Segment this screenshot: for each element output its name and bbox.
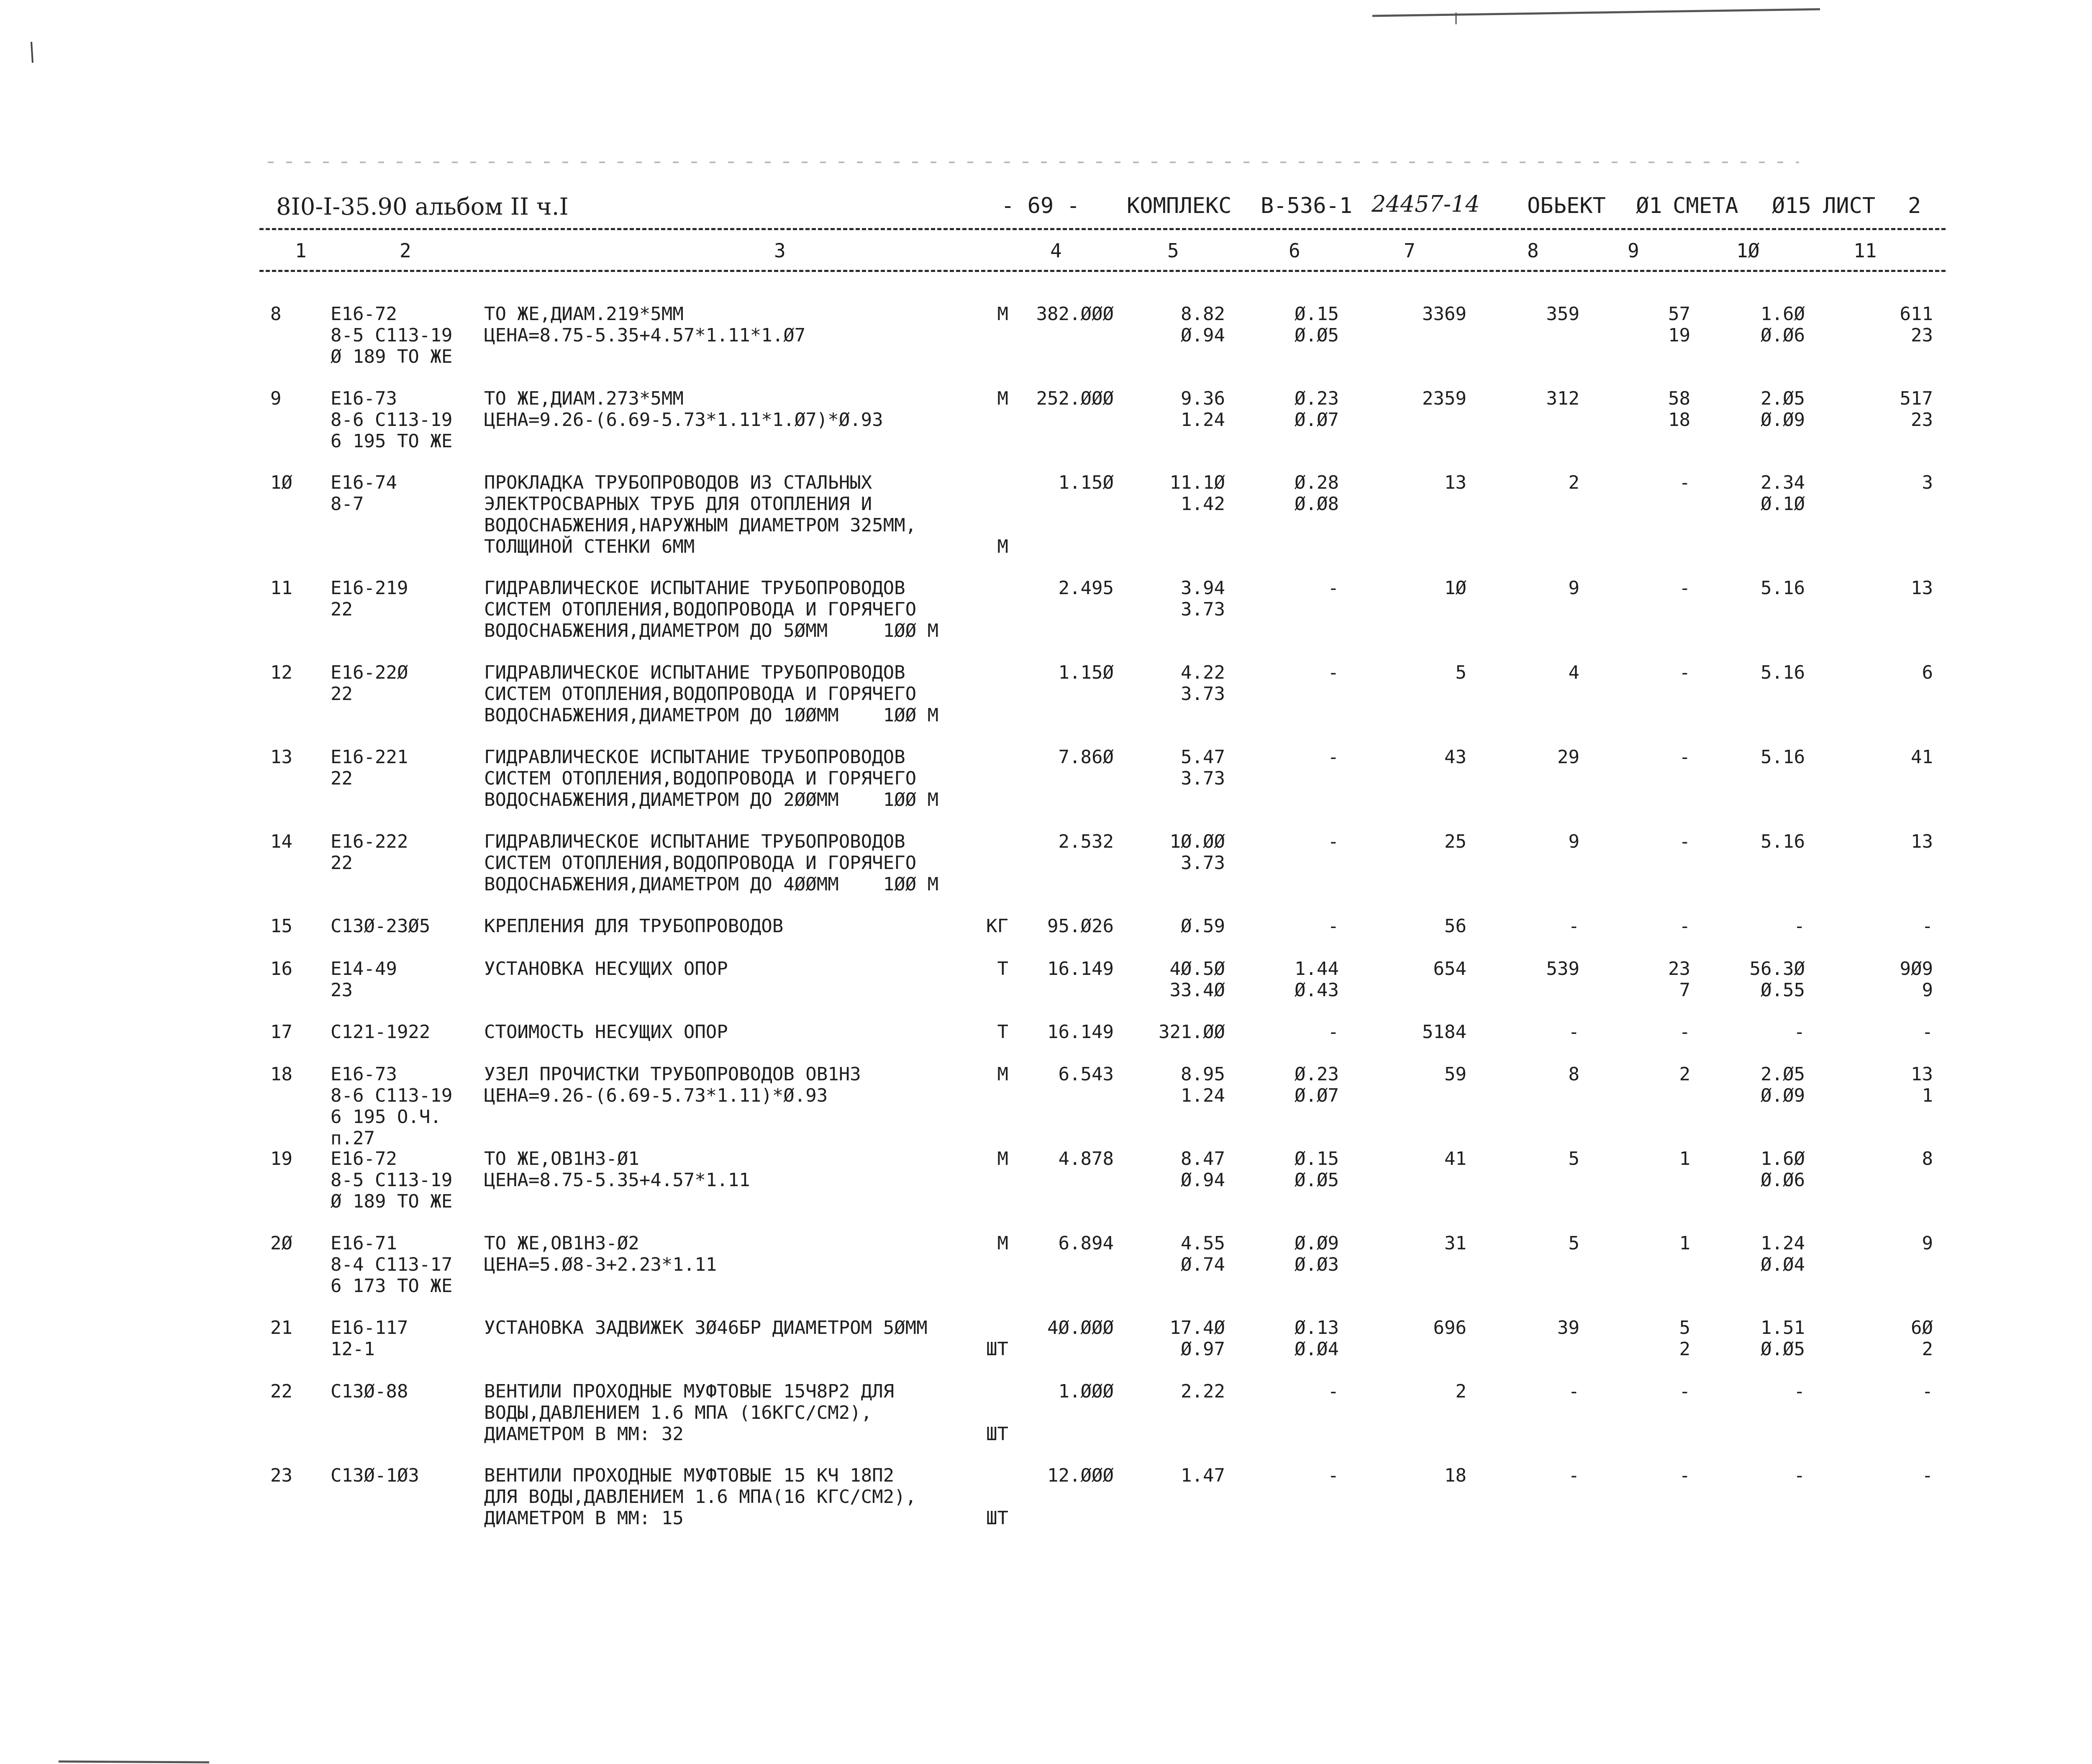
row-col6: - [1328,1381,1339,1402]
col-num: 4 [1050,239,1062,262]
row-col11: 611 23 [1900,303,1933,346]
estimate-label: СМЕТА [1673,193,1738,218]
row-col5: 2.22 [1181,1381,1225,1402]
row-quantity: 2.532 [1058,831,1114,852]
row-col6: Ø.23 Ø.Ø7 [1295,1064,1339,1106]
row-code: C121-1922 [331,1021,431,1043]
row-col5: 8.95 1.24 [1181,1064,1225,1106]
row-number: 11 [270,577,292,599]
row-col6: Ø.28 Ø.Ø8 [1295,472,1339,515]
row-number: 2Ø [270,1233,292,1254]
row-col9: - [1679,1021,1690,1043]
row-col7: 56 [1444,915,1466,937]
row-description: УСТАНОВКА НЕСУЩИХ ОПОР [484,958,728,979]
row-description: ТО ЖЕ,ОВ1Н3-Ø1 ЦЕНА=8.75-5.35+4.57*1.11 [484,1148,750,1191]
row-col5: Ø.59 [1181,915,1225,937]
row-description: ГИДРАВЛИЧЕСКОЕ ИСПЫТАНИЕ ТРУБОПРОВОДОВ СИСТЕМ ОТОПЛЕНИЯ,ВОДОПРОВОДА И ГОРЯЧЕГО ВОДОСНАБЖЕНИЯ,ДИАМЕТРОМ ДО 2ØØММ 1ØØ М [484,746,939,810]
row-col8: 5 [1568,1233,1579,1254]
row-quantity: 4Ø.ØØØ [1047,1317,1114,1338]
row-unit: ШТ [986,1423,1008,1445]
row-col5: 5.47 3.73 [1181,746,1225,789]
row-unit: Т [997,958,1008,979]
sheet-number: 2 [1908,193,1921,218]
row-col5: 3.94 3.73 [1181,577,1225,620]
row-col9: 1 [1679,1233,1690,1254]
row-description: СТОИМОСТЬ НЕСУЩИХ ОПОР [484,1021,728,1043]
row-col11: 8 [1922,1148,1933,1169]
row-code: E16-74 8-7 [331,472,397,515]
row-col7: 654 [1433,958,1466,979]
row-col7: 5 [1455,662,1466,683]
row-col10: - [1794,1381,1805,1402]
row-unit: М [997,1148,1008,1169]
row-col9: 23 7 [1668,958,1690,1001]
row-code: E16-72 8-5 C113-19 Ø 189 ТО ЖЕ [331,1148,453,1212]
row-quantity: 16.149 [1047,1021,1114,1043]
estimate-number: Ø15 [1772,193,1811,218]
row-col5: 9.36 1.24 [1181,388,1225,431]
row-quantity: 16.149 [1047,958,1114,979]
handwritten-number: 24457-14 [1372,191,1480,217]
document-header [276,193,1941,227]
col-num: 2 [400,239,411,262]
object-number: Ø1 [1636,193,1662,218]
row-col8: 2 [1568,472,1579,493]
row-description: ВЕНТИЛИ ПРОХОДНЫЕ МУФТОВЫЕ 15Ч8Р2 ДЛЯ ВОДЫ,ДАВЛЕНИЕМ 1.6 МПА (16КГС/СМ2), ДИАМЕТРОМ В ММ: 32 [484,1381,895,1445]
row-col5: 1Ø.ØØ 3.73 [1169,831,1225,874]
row-number: 8 [270,303,282,325]
row-col6: - [1328,662,1339,683]
row-col8: 9 [1568,577,1579,599]
row-col7: 2 [1455,1381,1466,1402]
row-quantity: 1.ØØØ [1058,1381,1114,1402]
row-col11: 517 23 [1900,388,1933,431]
row-col10: 5.16 [1761,831,1805,852]
row-col8: - [1568,1021,1579,1043]
row-col11: 6 [1922,662,1933,683]
row-number: 21 [270,1317,292,1338]
row-col10: - [1794,1465,1805,1486]
row-col6: - [1328,1021,1339,1043]
col-num: 1Ø [1736,239,1760,262]
row-number: 22 [270,1381,292,1402]
row-quantity: 252.ØØØ [1036,388,1114,409]
row-unit: М [997,303,1008,325]
row-unit: М [997,1233,1008,1254]
row-col5: 8.82 Ø.94 [1181,303,1225,346]
row-col5: 17.4Ø Ø.97 [1169,1317,1225,1360]
row-code: C13Ø-23Ø5 [331,915,431,937]
row-col8: 359 [1546,303,1579,325]
row-code: E16-73 8-6 C113-19 6 195 О.Ч. п.27 [331,1064,453,1149]
row-number: 12 [270,662,292,683]
row-unit: ШТ [986,1508,1008,1529]
row-unit: М [997,388,1008,409]
row-col7: 696 [1433,1317,1466,1338]
row-col10: 5.16 [1761,662,1805,683]
row-unit: М [997,536,1008,557]
row-description: ГИДРАВЛИЧЕСКОЕ ИСПЫТАНИЕ ТРУБОПРОВОДОВ СИСТЕМ ОТОПЛЕНИЯ,ВОДОПРОВОДА И ГОРЯЧЕГО ВОДОСНАБЖЕНИЯ,ДИАМЕТРОМ ДО 4ØØММ 1ØØ М [484,831,939,895]
row-quantity: 4.878 [1058,1148,1114,1169]
row-col8: 8 [1568,1064,1579,1085]
row-col8: 5 [1568,1148,1579,1169]
row-col11: - [1922,1465,1933,1486]
row-code: E16-219 22 [331,577,408,620]
row-col9: - [1679,831,1690,852]
row-col5: 321.ØØ [1159,1021,1225,1043]
row-code: E16-222 22 [331,831,408,874]
row-col11: 9Ø9 9 [1900,958,1933,1001]
row-col8: - [1568,915,1579,937]
row-col9: - [1679,1381,1690,1402]
row-quantity: 382.ØØØ [1036,303,1114,325]
row-col10: - [1794,1021,1805,1043]
row-col5: 1.47 [1181,1465,1225,1486]
object-label: ОБЬЕКТ [1527,193,1606,218]
row-col6: Ø.13 Ø.Ø4 [1295,1317,1339,1360]
row-col9: - [1679,746,1690,768]
row-col7: 5184 [1422,1021,1466,1043]
row-description: ПРОКЛАДКА ТРУБОПРОВОДОВ ИЗ СТАЛЬНЫХ ЭЛЕКТРОСВАРНЫХ ТРУБ ДЛЯ ОТОПЛЕНИЯ И ВОДОСНАБЖЕНИЯ,НАРУЖНЫМ ДИАМЕТРОМ 325ММ, ТОЛЩИНОЙ СТЕНКИ 6ММ [484,472,917,557]
row-number: 16 [270,958,292,979]
row-col9: 57 19 [1668,303,1690,346]
row-quantity: 95.Ø26 [1047,915,1114,937]
row-col11: 3 [1922,472,1933,493]
row-col7: 25 [1444,831,1466,852]
row-description: УЗЕЛ ПРОЧИСТКИ ТРУБОПРОВОДОВ ОВ1Н3 ЦЕНА=9.26-(6.69-5.73*1.11)*Ø.93 [484,1064,861,1106]
row-col9: - [1679,915,1690,937]
row-col7: 3369 [1422,303,1466,325]
row-col7: 41 [1444,1148,1466,1169]
row-col10: 5.16 [1761,577,1805,599]
row-col11: 9 [1922,1233,1933,1254]
col-num: 8 [1527,239,1539,262]
row-code: E16-221 22 [331,746,408,789]
row-quantity: 7.86Ø [1058,746,1114,768]
row-quantity: 6.543 [1058,1064,1114,1085]
row-col5: 4.22 3.73 [1181,662,1225,705]
row-description: ГИДРАВЛИЧЕСКОЕ ИСПЫТАНИЕ ТРУБОПРОВОДОВ СИСТЕМ ОТОПЛЕНИЯ,ВОДОПРОВОДА И ГОРЯЧЕГО ВОДОСНАБЖЕНИЯ,ДИАМЕТРОМ ДО 1ØØММ 1ØØ М [484,662,939,726]
row-description: УСТАНОВКА ЗАДВИЖЕК 3Ø46БР ДИАМЕТРОМ 5ØММ [484,1317,928,1338]
row-col8: 4 [1568,662,1579,683]
row-col6: 1.44 Ø.43 [1295,958,1339,1001]
col-num: 5 [1167,239,1179,262]
column-numbers [0,239,2092,264]
page-number: - 69 - [1001,193,1080,218]
row-col11: 41 [1911,746,1933,768]
row-col8: 312 [1546,388,1579,409]
header-rule-bottom [259,270,1946,272]
row-col10: 1.51 Ø.Ø5 [1761,1317,1805,1360]
row-col10: 2.34 Ø.1Ø [1761,472,1805,515]
row-number: 23 [270,1465,292,1486]
row-quantity: 6.894 [1058,1233,1114,1254]
row-code: C13Ø-88 [331,1381,408,1402]
row-col9: 5 2 [1679,1317,1690,1360]
row-col11: 6Ø 2 [1911,1317,1933,1360]
row-col7: 31 [1444,1233,1466,1254]
row-number: 15 [270,915,292,937]
row-number: 17 [270,1021,292,1043]
row-code: C13Ø-1Ø3 [331,1465,419,1486]
row-col5: 11.1Ø 1.42 [1169,472,1225,515]
row-col11: 13 1 [1911,1064,1933,1106]
row-col6: Ø.15 Ø.Ø5 [1295,303,1339,346]
row-code: E16-71 8-4 C113-17 6 173 ТО ЖЕ [331,1233,453,1297]
row-col7: 1Ø [1444,577,1466,599]
row-code: E16-72 8-5 C113-19 Ø 189 ТО ЖЕ [331,303,453,367]
header-rule-top [259,228,1946,230]
row-col10: 56.3Ø Ø.55 [1749,958,1805,1001]
row-code: E16-117 12-1 [331,1317,408,1360]
row-col10: 2.Ø5 Ø.Ø9 [1761,1064,1805,1106]
row-code: E14-49 23 [331,958,397,1001]
complex-code: В-536-1 [1261,193,1353,218]
sheet-label: ЛИСТ [1823,193,1876,218]
row-number: 13 [270,746,292,768]
row-col5: 8.47 Ø.94 [1181,1148,1225,1191]
album-title: 8I0-I-35.90 альбом II ч.I [276,193,569,220]
row-col8: - [1568,1465,1579,1486]
row-col9: - [1679,577,1690,599]
row-col7: 18 [1444,1465,1466,1486]
row-col6: - [1328,915,1339,937]
col-num: 9 [1628,239,1639,262]
col-num: 7 [1404,239,1415,262]
row-col7: 43 [1444,746,1466,768]
row-col6: Ø.15 Ø.Ø5 [1295,1148,1339,1191]
row-unit: КГ [986,915,1008,937]
row-col8: 539 [1546,958,1579,979]
row-col6: - [1328,746,1339,768]
row-unit: М [997,1064,1008,1085]
row-number: 1Ø [270,472,292,493]
row-col11: 13 [1911,577,1933,599]
row-unit: Т [997,1021,1008,1043]
row-code: E16-73 8-6 C113-19 6 195 ТО ЖЕ [331,388,453,452]
row-col9: - [1679,472,1690,493]
row-col8: 39 [1557,1317,1579,1338]
row-col6: - [1328,1465,1339,1486]
row-unit: ШТ [986,1338,1008,1360]
row-col6: Ø.23 Ø.Ø7 [1295,388,1339,431]
row-col9: 58 18 [1668,388,1690,431]
row-col11: - [1922,915,1933,937]
row-description: ТО ЖЕ,ДИАМ.273*5ММ ЦЕНА=9.26-(6.69-5.73*1.11*1.Ø7)*Ø.93 [484,388,883,431]
row-col7: 2359 [1422,388,1466,409]
row-quantity: 12.ØØØ [1047,1465,1114,1486]
row-number: 19 [270,1148,292,1169]
row-col11: 13 [1911,831,1933,852]
col-num: 6 [1289,239,1300,262]
row-col10: 1.24 Ø.Ø4 [1761,1233,1805,1275]
row-number: 9 [270,388,282,409]
row-col6: - [1328,577,1339,599]
col-num: 1 [295,239,307,262]
row-col9: - [1679,662,1690,683]
row-quantity: 2.495 [1058,577,1114,599]
complex-label: КОМПЛЕКС [1127,193,1232,218]
row-col7: 13 [1444,472,1466,493]
row-description: ВЕНТИЛИ ПРОХОДНЫЕ МУФТОВЫЕ 15 КЧ 18П2 ДЛЯ ВОДЫ,ДАВЛЕНИЕМ 1.6 МПА(16 КГС/СМ2), ДИАМЕТРОМ В ММ: 15 [484,1465,917,1529]
row-col5: 4Ø.5Ø 33.4Ø [1169,958,1225,1001]
row-description: ГИДРАВЛИЧЕСКОЕ ИСПЫТАНИЕ ТРУБОПРОВОДОВ СИСТЕМ ОТОПЛЕНИЯ,ВОДОПРОВОДА И ГОРЯЧЕГО ВОДОСНАБЖЕНИЯ,ДИАМЕТРОМ ДО 5ØММ 1ØØ М [484,577,939,641]
col-num: 11 [1854,239,1877,262]
row-number: 18 [270,1064,292,1085]
row-col10: 5.16 [1761,746,1805,768]
row-code: E16-22Ø 22 [331,662,408,705]
row-col8: - [1568,1381,1579,1402]
row-col6: - [1328,831,1339,852]
row-col11: - [1922,1021,1933,1043]
row-quantity: 1.15Ø [1058,472,1114,493]
col-num: 3 [774,239,786,262]
row-col10: 2.Ø5 Ø.Ø9 [1761,388,1805,431]
row-col10: 1.6Ø Ø.Ø6 [1761,303,1805,346]
row-description: ТО ЖЕ,ОВ1Н3-Ø2 ЦЕНА=5.Ø8-3+2.23*1.11 [484,1233,717,1275]
row-col7: 59 [1444,1064,1466,1085]
row-col10: 1.6Ø Ø.Ø6 [1761,1148,1805,1191]
row-col6: Ø.Ø9 Ø.Ø3 [1295,1233,1339,1275]
row-description: КРЕПЛЕНИЯ ДЛЯ ТРУБОПРОВОДОВ [484,915,784,937]
row-quantity: 1.15Ø [1058,662,1114,683]
row-col5: 4.55 Ø.74 [1181,1233,1225,1275]
row-col10: - [1794,915,1805,937]
row-col11: - [1922,1381,1933,1402]
row-number: 14 [270,831,292,852]
row-col9: 1 [1679,1148,1690,1169]
row-col8: 9 [1568,831,1579,852]
row-description: ТО ЖЕ,ДИАМ.219*5ММ ЦЕНА=8.75-5.35+4.57*1.11*1.Ø7 [484,303,806,346]
row-col8: 29 [1557,746,1579,768]
row-col9: 2 [1679,1064,1690,1085]
row-col9: - [1679,1465,1690,1486]
